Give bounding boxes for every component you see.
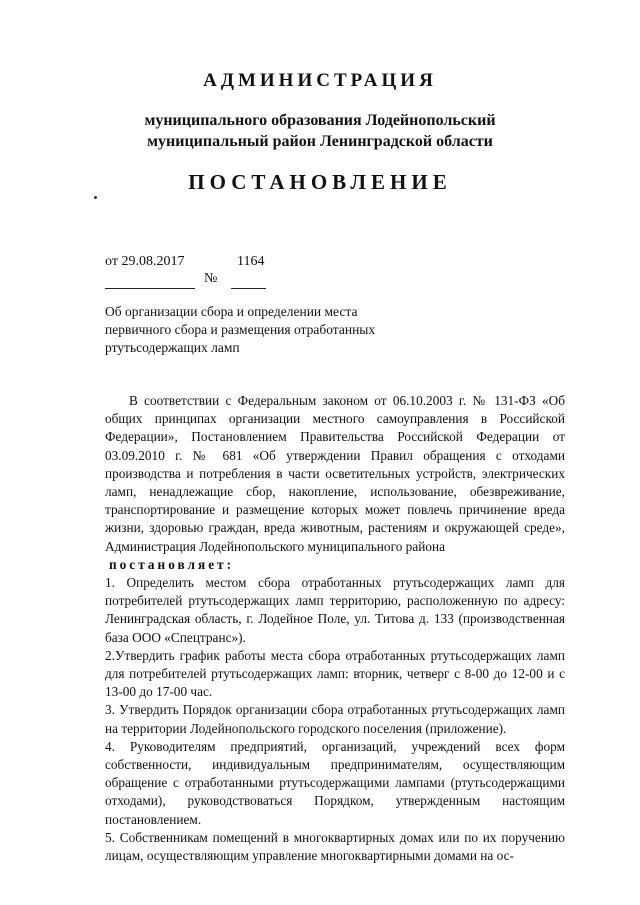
scan-speck xyxy=(94,196,97,199)
document-type-heading: ПОСТАНОВЛЕНИЕ xyxy=(188,170,452,194)
administration-heading: АДМИНИСТРАЦИЯ xyxy=(203,70,437,91)
preamble-paragraph: В соответствии с Федеральным законом от 06.10.2003 г. № 131-ФЗ «Об общих принципах организации местного самоуправления в Российской Федерации», Постановлением Правительства Российской Федерации от 03.09.2010 г. № 681 «Об утверждении Правил обращения с отходами производства и потребления в части осветительных устройств, электрических ламп, ненадлежащие сбор, накопление, использование, обезвреживание, транспортирование и размещение которых может повлечь причинение вреда жизни, здоровью граждан, вреда животным, растениям и окружающей среде», Администрация Лодейнопольского муниципального района xyxy=(105,393,565,554)
document-body xyxy=(105,392,565,865)
number-sign: № xyxy=(204,271,218,286)
document-subject xyxy=(105,303,425,357)
document-date: 29.08.2017 xyxy=(121,254,185,269)
subject-line-2: первичного сбора и размещения отработанных xyxy=(105,322,376,337)
municipality-line-1: муниципального образования Лодейнопольский xyxy=(144,112,496,129)
date-number-line xyxy=(105,254,265,286)
item-4: 4. Руководителям предприятий, организаций, учреждений всех форм собственности, индивидуальным предпринимателям, осуществляющим обращение с отработанными ртутьсодержащими лампами (ртутьсодержащими отходами), руководствоваться Порядком, утвержденным настоящим постановлением. xyxy=(105,738,565,827)
date-prefix: от xyxy=(105,254,118,269)
date-underline xyxy=(105,288,195,289)
number-underline xyxy=(231,288,266,289)
resolves-heading: постановляет: xyxy=(109,556,235,572)
item-5: 5. Собственникам помещений в многоквартирных домах или по их поручению лицам, осуществляющим управление многоквартирными домами на ос- xyxy=(105,829,565,864)
item-1: 1. Определить местом сбора отработанных ртутьсодержащих ламп для потребителей ртутьсодержащих ламп территорию, расположенную по адресу: Ленинградская область, г. Лодейное Поле, ул. Титова д. 133 (производственная база ООО «Спецтранс»). xyxy=(105,575,565,645)
subject-line-1: Об организации сбора и определении места xyxy=(105,304,358,319)
subject-line-3: ртутьсодержащих ламп xyxy=(105,340,240,355)
item-3: 3. Утвердить Порядок организации сбора отработанных ртутьсодержащих ламп на территории Лодейнопольского городского поселения (приложение). xyxy=(105,702,565,736)
item-2: 2.Утвердить график работы места сбора отработанных ртутьсодержащих ламп для потребителей ртутьсодержащих ламп: вторник, четверг с 8-00 до 12-00 и с 13-00 до 17-00 час. xyxy=(105,647,565,700)
document-number: 1164 xyxy=(237,254,265,269)
municipality-line-2: муниципальный район Ленинградской области xyxy=(147,133,493,150)
